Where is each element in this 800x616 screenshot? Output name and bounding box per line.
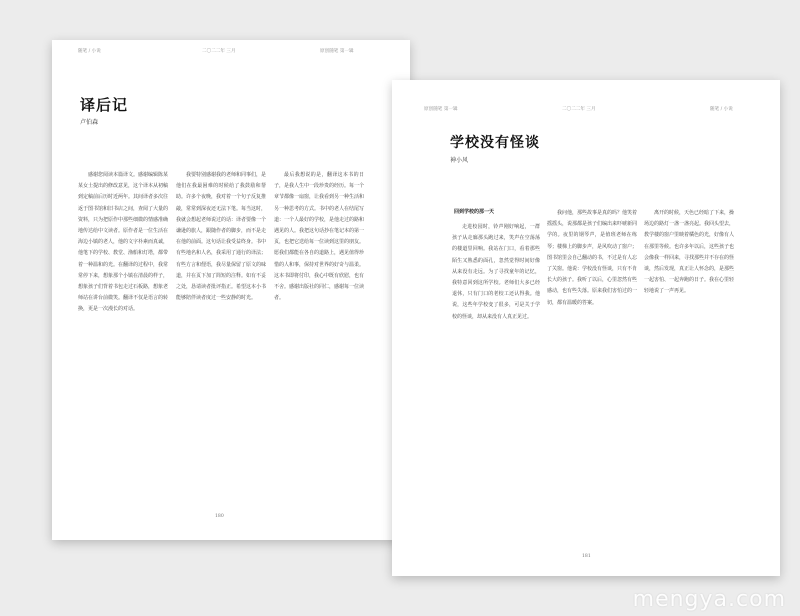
article-author: 神小风: [450, 157, 469, 164]
text-column-1: 走进校园时，铃声刚好响起，一群孩子从走廊那头跑过来，笑声在空荡荡的楼道里回响。我站在门口，看着那些陌生又熟悉的面孔，忽然觉得时间好像从来没有走远。为了寻找童年的记忆，我特意回到这所学校。老师们大多已经退休，只有门口的老校工还认得我。他说，这些年学校变了很多，可是关于学校的怪谈，却从来没有人真正见过。: [452, 224, 540, 320]
text-column-1: 感谢您阅读本篇译文。感谢编辑陈某某女士提出的修改意见，这个译本从初稿到定稿前后历时近两年。其间译者多次往返于图书馆和旧书店之间，查阅了大量的资料，只为把原作中那些细微的情感准确地传达给中文读者。原作者是一位生活在海边小镇的老人，他的文字朴素而真诚，他笔下的学校、教堂、渔船和灯塔，都带着一种温和的光。在翻译的过程中，我常常停下来，想象那个小镇在清晨的样子，想象孩子们背着书包走过石板路，想象老师站在讲台前微笑。翻译不仅是语言的转换，更是一次漫长的对话。: [78, 172, 168, 313]
page-number: 181: [582, 554, 591, 559]
article-title: 学校没有怪谈: [450, 135, 540, 151]
text-column-3: 离开的时候，天色已经暗了下来，操场边的路灯一盏一盏亮起。我回头望去，教学楼的窗户里映着橘色的光，好像有人在那里等候。也许多年以后，这些孩子也会像我一样回来，寻找那些并不存在的怪谈，然后发现，真正让人怀念的，是那些一起害怕、一起奔跑的日子。我在心里轻轻地说了一声再见。: [644, 210, 734, 295]
text-column-2: 我要特别感谢我的老师和同事们，是他们在我最困难的时候给了我鼓励和帮助。许多个夜晚，我对着一个句子反复推敲，常常到深夜还无法下笔。每当这时，我就会想起老师说过的话：译者要像一个谦逊的旅人，跟随作者的脚步，而不是走在他的前面。这句话让我受益终身。书中有些地名和人名，我采用了通行的译法；有些方言和俚语，我尽量保留了原文的味道，并在页下加了简短的注释。如有不妥之处，恳请读者批评指正。希望这本小书能够陪伴读者度过一些安静的时光。: [176, 172, 266, 302]
header-section-left: 随笔 / 小说: [78, 49, 101, 54]
text-column-3: 最后我想说的是，翻译这本书的日子，是我人生中一段珍贵的经历。每一个章节都像一扇窗，让我看到另一种生活和另一种思考的方式。书中的老人在结尾写道：一个人最好的学校，是他走过的路和遇见的人。我把这句话抄在笔记本的第一页，也把它送给每一位读到这里的朋友。愿我们都能在各自的道路上，遇见值得珍惜的人和事，保持对世界的好奇与温柔。这本书即将付印，我心中既有欣慰，也有不舍。感谢出版社的同仁，感谢每一位读者。: [274, 172, 364, 302]
section-subheading: 回到学校的那一天: [454, 209, 495, 215]
left-page: [52, 40, 410, 540]
header-section-right: 随笔 / 小说: [710, 107, 733, 112]
header-section-left: 原创随笔 第一辑: [424, 107, 458, 112]
header-date: 二〇二二年 三月: [562, 107, 596, 112]
page-number: 180: [215, 514, 224, 519]
article-author: 卢伯森: [80, 119, 99, 126]
article-title: 译后记: [80, 96, 129, 114]
text-column-2: 我问他，那些故事是真的吗？他笑着摇摇头，说那都是孩子们编出来吓唬新同学的。夜里的钢琴声，是值班老师在练琴；楼梯上的脚步声，是风吹动了窗户；图书馆里会自己翻动的书，不过是有人忘了关窗。他说：学校没有怪谈，只有不肯长大的孩子。我听了以后，心里忽然有些感动，也有些失落。原来我们害怕过的一切，都有温暖的答案。: [547, 210, 637, 306]
header-date: 二〇二二年 三月: [202, 49, 236, 54]
watermark-text: mengya.com: [632, 587, 786, 612]
header-section-right: 原创随笔 第一辑: [320, 49, 354, 54]
right-page: [392, 80, 780, 576]
